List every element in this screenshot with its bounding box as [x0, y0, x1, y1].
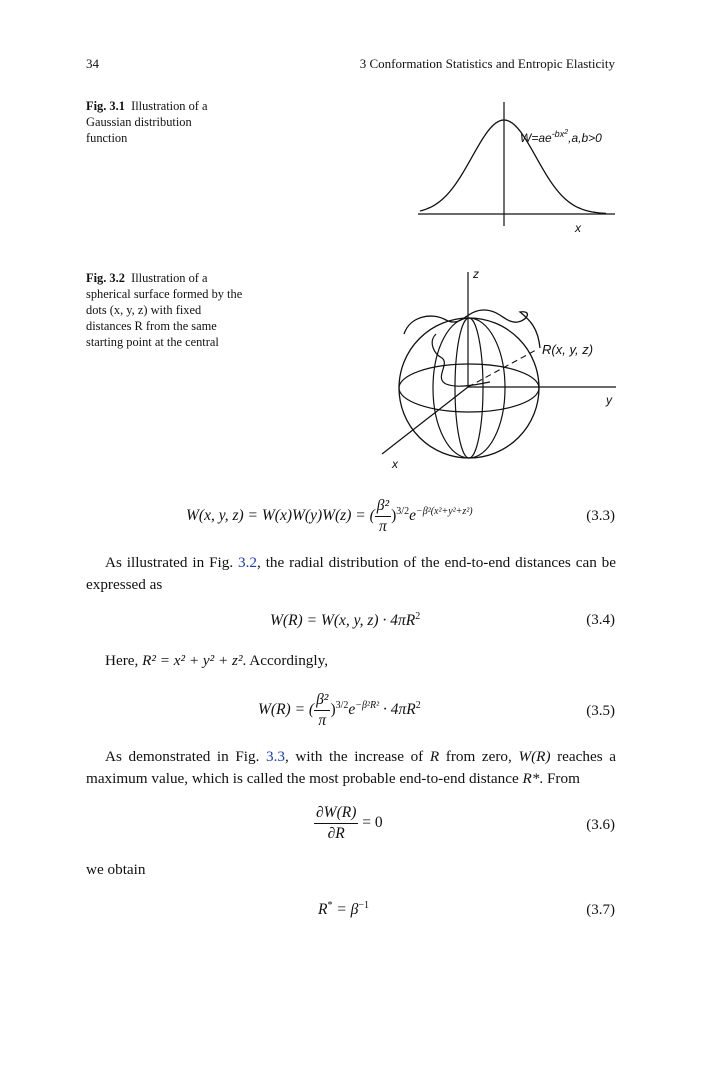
radius-vector [468, 350, 536, 387]
figure-3-1-label: Fig. 3.1 [86, 99, 125, 113]
gaussian-formula-label: $W=ae^{-bx2},a,b>0$ [520, 129, 602, 145]
gaussian-x-label: x [575, 221, 581, 235]
equation-3-3-number: (3.3) [586, 508, 615, 524]
equation-3-5-number: (3.5) [586, 703, 615, 719]
sphere-meridian-inner [455, 318, 483, 458]
equation-3-4-number: (3.4) [586, 612, 615, 628]
sphere-y-label: y [606, 393, 612, 407]
equation-3-4: W(R) = W(x, y, $z) \cdot 4\pi R^2$ [270, 611, 421, 630]
equation-3-6-number: (3.6) [586, 817, 615, 833]
equation-3-6: $\frac{\partial W(R)}{\partial R}$ = 0 [316, 804, 383, 842]
gaussian-figure [410, 92, 620, 237]
figure-3-2-caption [86, 270, 248, 350]
paragraph-most-probable: As demonstrated in Fig. 3.3, with the increase of R from zero, W(R) reaches a maximum value, which is called the most probable end-to-end distance R*. From [86, 748, 616, 787]
fig-3-3-link[interactable]: 3.3 [266, 748, 286, 765]
sphere-equator [399, 364, 539, 412]
radius-vector-label: R(x, y, z) [542, 342, 594, 357]
running-title: 3 Conformation Statistics and Entropic Elasticity [359, 56, 615, 71]
paragraph-we-obtain: we obtain [86, 861, 146, 878]
sphere-figure [370, 262, 630, 477]
sphere-x-label: x [392, 457, 398, 471]
figure-3-1-caption-text: Illustration of a Gaussian distribution function [86, 99, 208, 145]
sphere-wavy-cap [404, 310, 540, 348]
sphere-z-label: z [473, 267, 479, 281]
paragraph-radial-distribution: As illustrated in Fig. 3.2, the radial distribution of the end-to-end distances can be expressed as [86, 554, 617, 593]
sphere-meridian-outer [433, 318, 505, 458]
figure-3-2-caption-text: Illustration of a spherical surface formed by the dots (x, y, z) with fixed distances R from the same starting point at the central [86, 271, 243, 349]
figure-3-1-caption [86, 98, 236, 146]
sphere-outline [399, 318, 539, 458]
page-number: 34 [86, 56, 99, 71]
equation-3-3: W(x, y, z) = W(x)W(y)W(z) = ( $\frac{\text{β²}}{\pi}$ )$^{3/2}e^{-\beta^2(x^2+y^2+z^2)}$ [186, 497, 473, 535]
figure-3-2-label: Fig. 3.2 [86, 271, 125, 285]
equation-3-7: $R^* = \beta^{-1}$ [318, 900, 370, 919]
paragraph-here: Here, R² = x² + y² + z². Accordingly, [105, 652, 329, 669]
fig-3-2-link[interactable]: 3.2 [238, 554, 258, 571]
equation-3-7-number: (3.7) [586, 902, 615, 918]
equation-3-5: W(R) = ( $\frac{\text{β²}}{\pi}$ )$^{3/2}e^{-\beta^2R^2} \cdot 4\pi R^2$ [258, 691, 421, 729]
